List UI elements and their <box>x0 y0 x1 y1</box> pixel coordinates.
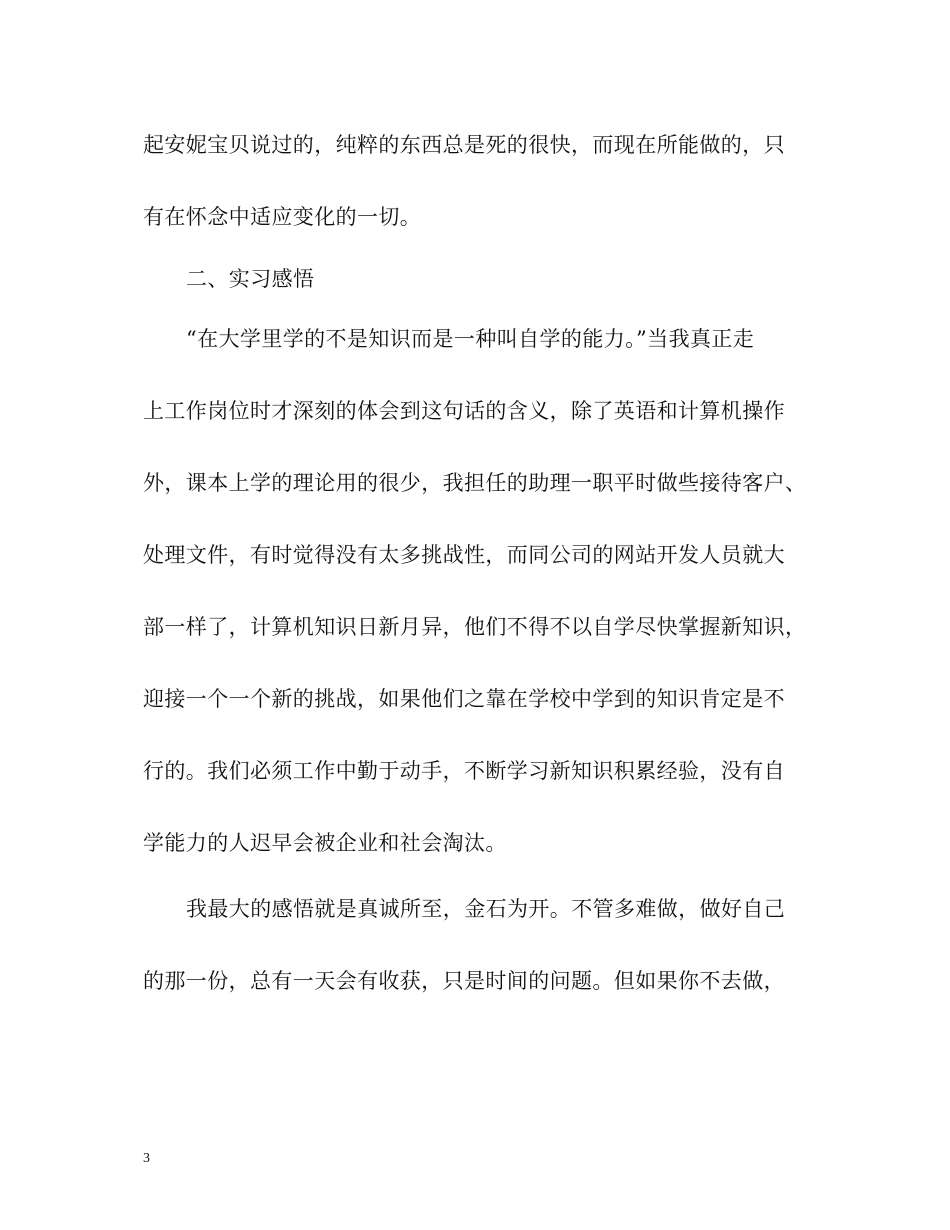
text-line: 行的。我们必须工作中勤于动手，不断学习新知识积累经验，没有自 <box>143 759 785 783</box>
text-line: 我最大的感悟就是真诚所至，金石为开。不管多难做，做好自己 <box>186 897 786 921</box>
text-line: 上工作岗位时才深刻的体会到这句话的含义，除了英语和计算机操作 <box>143 399 785 423</box>
text-line: 的那一份，总有一天会有收获，只是时间的问题。但如果你不去做， <box>143 969 785 993</box>
text-line: 迎接一个一个新的挑战，如果他们之靠在学校中学到的知识肯定是不 <box>143 687 785 711</box>
text-line: 部一样了，计算机知识日新月异，他们不得不以自学尽快掌握新知识， <box>143 615 807 639</box>
text-line: 处理文件，有时觉得没有太多挑战性，而同公司的网站开发人员就大 <box>143 543 785 567</box>
text-line: 有在怀念中适应变化的一切。 <box>143 205 422 229</box>
text-line: 学能力的人迟早会被企业和社会淘汰。 <box>143 831 507 855</box>
text-line: “在大学里学的不是知识而是一种叫自学的能力。”当我真正走 <box>186 327 755 351</box>
page-number: 3 <box>143 1151 150 1166</box>
text-line: 外，课本上学的理论用的很少，我担任的助理一职平时做些接待客户、 <box>143 471 807 495</box>
text-line: 起安妮宝贝说过的，纯粹的东西总是死的很快，而现在所能做的，只 <box>143 133 785 157</box>
section-heading: 二、实习感悟 <box>186 267 315 291</box>
